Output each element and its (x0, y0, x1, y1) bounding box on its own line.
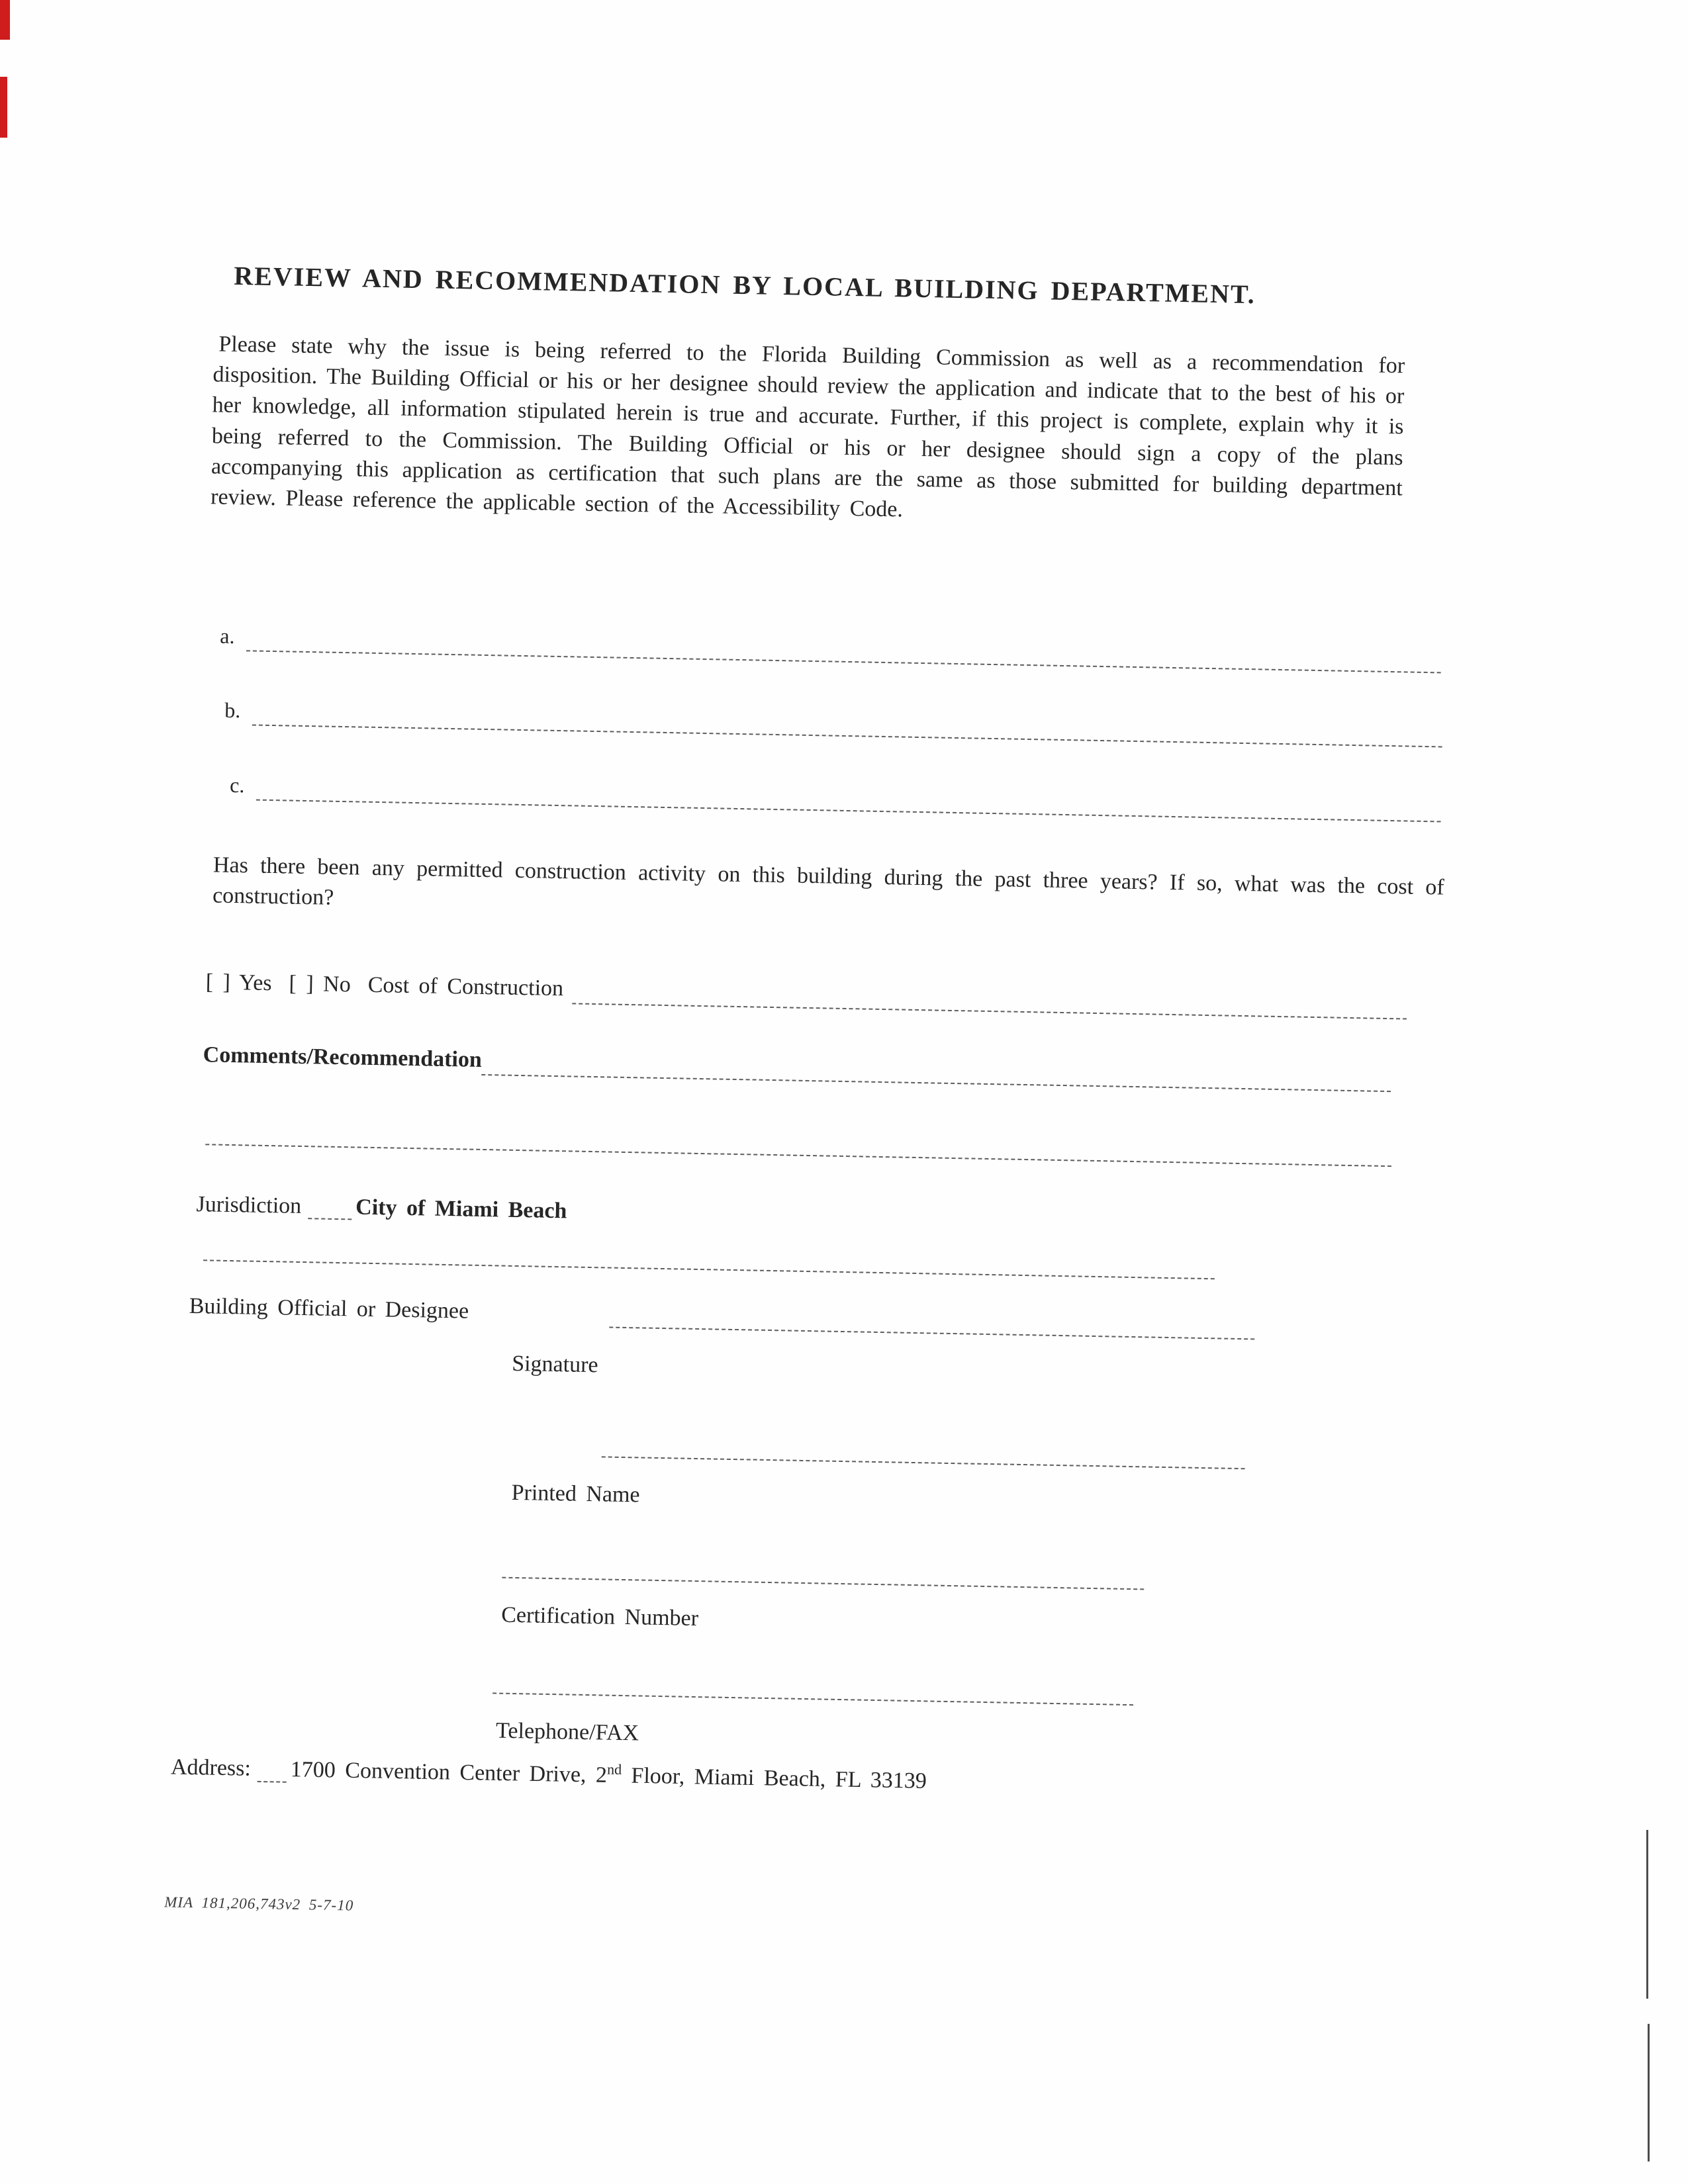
document-reference-number: MIA 181,206,743v2 5-7-10 (164, 1893, 354, 1914)
address-superscript: nd (606, 1760, 622, 1778)
building-official-label: Building Official or Designee (189, 1293, 469, 1324)
item-c-blank-line[interactable] (256, 795, 1441, 822)
certification-number-label: Certification Number (500, 1602, 699, 1631)
blank-item-a (220, 622, 1441, 673)
comments-recommendation-label: Comments/Recommendation (203, 1042, 483, 1072)
comments-blank-line[interactable] (481, 1070, 1391, 1092)
item-b-label: b. (224, 698, 241, 723)
address-blank-segment[interactable] (258, 1776, 287, 1782)
page-title: REVIEW AND RECOMMENDATION BY LOCAL BUILDING DEPARTMENT. (233, 260, 1256, 310)
address-label: Address: (170, 1754, 252, 1782)
comments-blank-line-2[interactable] (205, 1144, 1391, 1167)
blank-item-b (224, 696, 1442, 747)
cost-of-construction-row (205, 967, 1407, 1019)
signature-label: Signature (511, 1351, 598, 1378)
address-row (171, 1752, 927, 1797)
jurisdiction-label: Jurisdiction (196, 1192, 302, 1218)
construction-activity-question: Has there been any permitted construction activity on this building during the past three years? If so, what was the cost of construction? (212, 852, 1445, 911)
cost-of-construction-label: Cost of Construction (367, 972, 564, 1001)
blank-item-c (230, 771, 1441, 822)
scan-artifact-red-mark (0, 77, 7, 138)
jurisdiction-value: City of Miami Beach (355, 1195, 567, 1224)
item-b-blank-line[interactable] (252, 720, 1442, 747)
jurisdiction-blank-segment[interactable] (308, 1214, 352, 1220)
printed-name-line[interactable] (602, 1456, 1245, 1469)
address-value: 1700 Convention Center Drive, 2nd Floor, Miami Beach, FL 33139 (290, 1757, 927, 1794)
telephone-fax-line[interactable] (492, 1692, 1133, 1706)
scan-artifact-red-mark (0, 0, 10, 40)
jurisdiction-blank-line-2[interactable] (203, 1259, 1215, 1279)
scan-artifact-vertical-line (1648, 2024, 1650, 2161)
form-content (134, 250, 1483, 2008)
yes-checkbox[interactable]: [ ] Yes (205, 970, 272, 996)
item-c-label: c. (229, 772, 245, 797)
printed-name-label: Printed Name (511, 1480, 640, 1508)
certification-number-line[interactable] (502, 1577, 1144, 1590)
scan-artifact-vertical-line (1646, 1830, 1648, 1999)
intro-paragraph: Please state why the issue is being referred to the Florida Building Commission as well as a recommendation for disposition. The Building Official or his or her designee should review the application and indicate that to the best of his or her knowledge, all information stipulated herein is true and accurate. Further, if this project is complete, explain why it is being referred to the Commission. The Building Official or his or her designee should sign a copy of the plans accompanying this application as certification that such plans are the same as those submitted for building department review. Please reference the applicable section of the Accessibility Code. (210, 332, 1405, 522)
no-checkbox[interactable]: [ ] No (289, 971, 352, 997)
telephone-fax-label: Telephone/FAX (495, 1718, 639, 1746)
item-a-blank-line[interactable] (246, 646, 1441, 673)
cost-of-construction-blank-line[interactable] (573, 999, 1407, 1020)
item-a-label: a. (220, 623, 235, 648)
signature-line[interactable] (609, 1327, 1254, 1340)
comments-row (203, 1040, 1391, 1092)
jurisdiction-row (196, 1189, 567, 1226)
